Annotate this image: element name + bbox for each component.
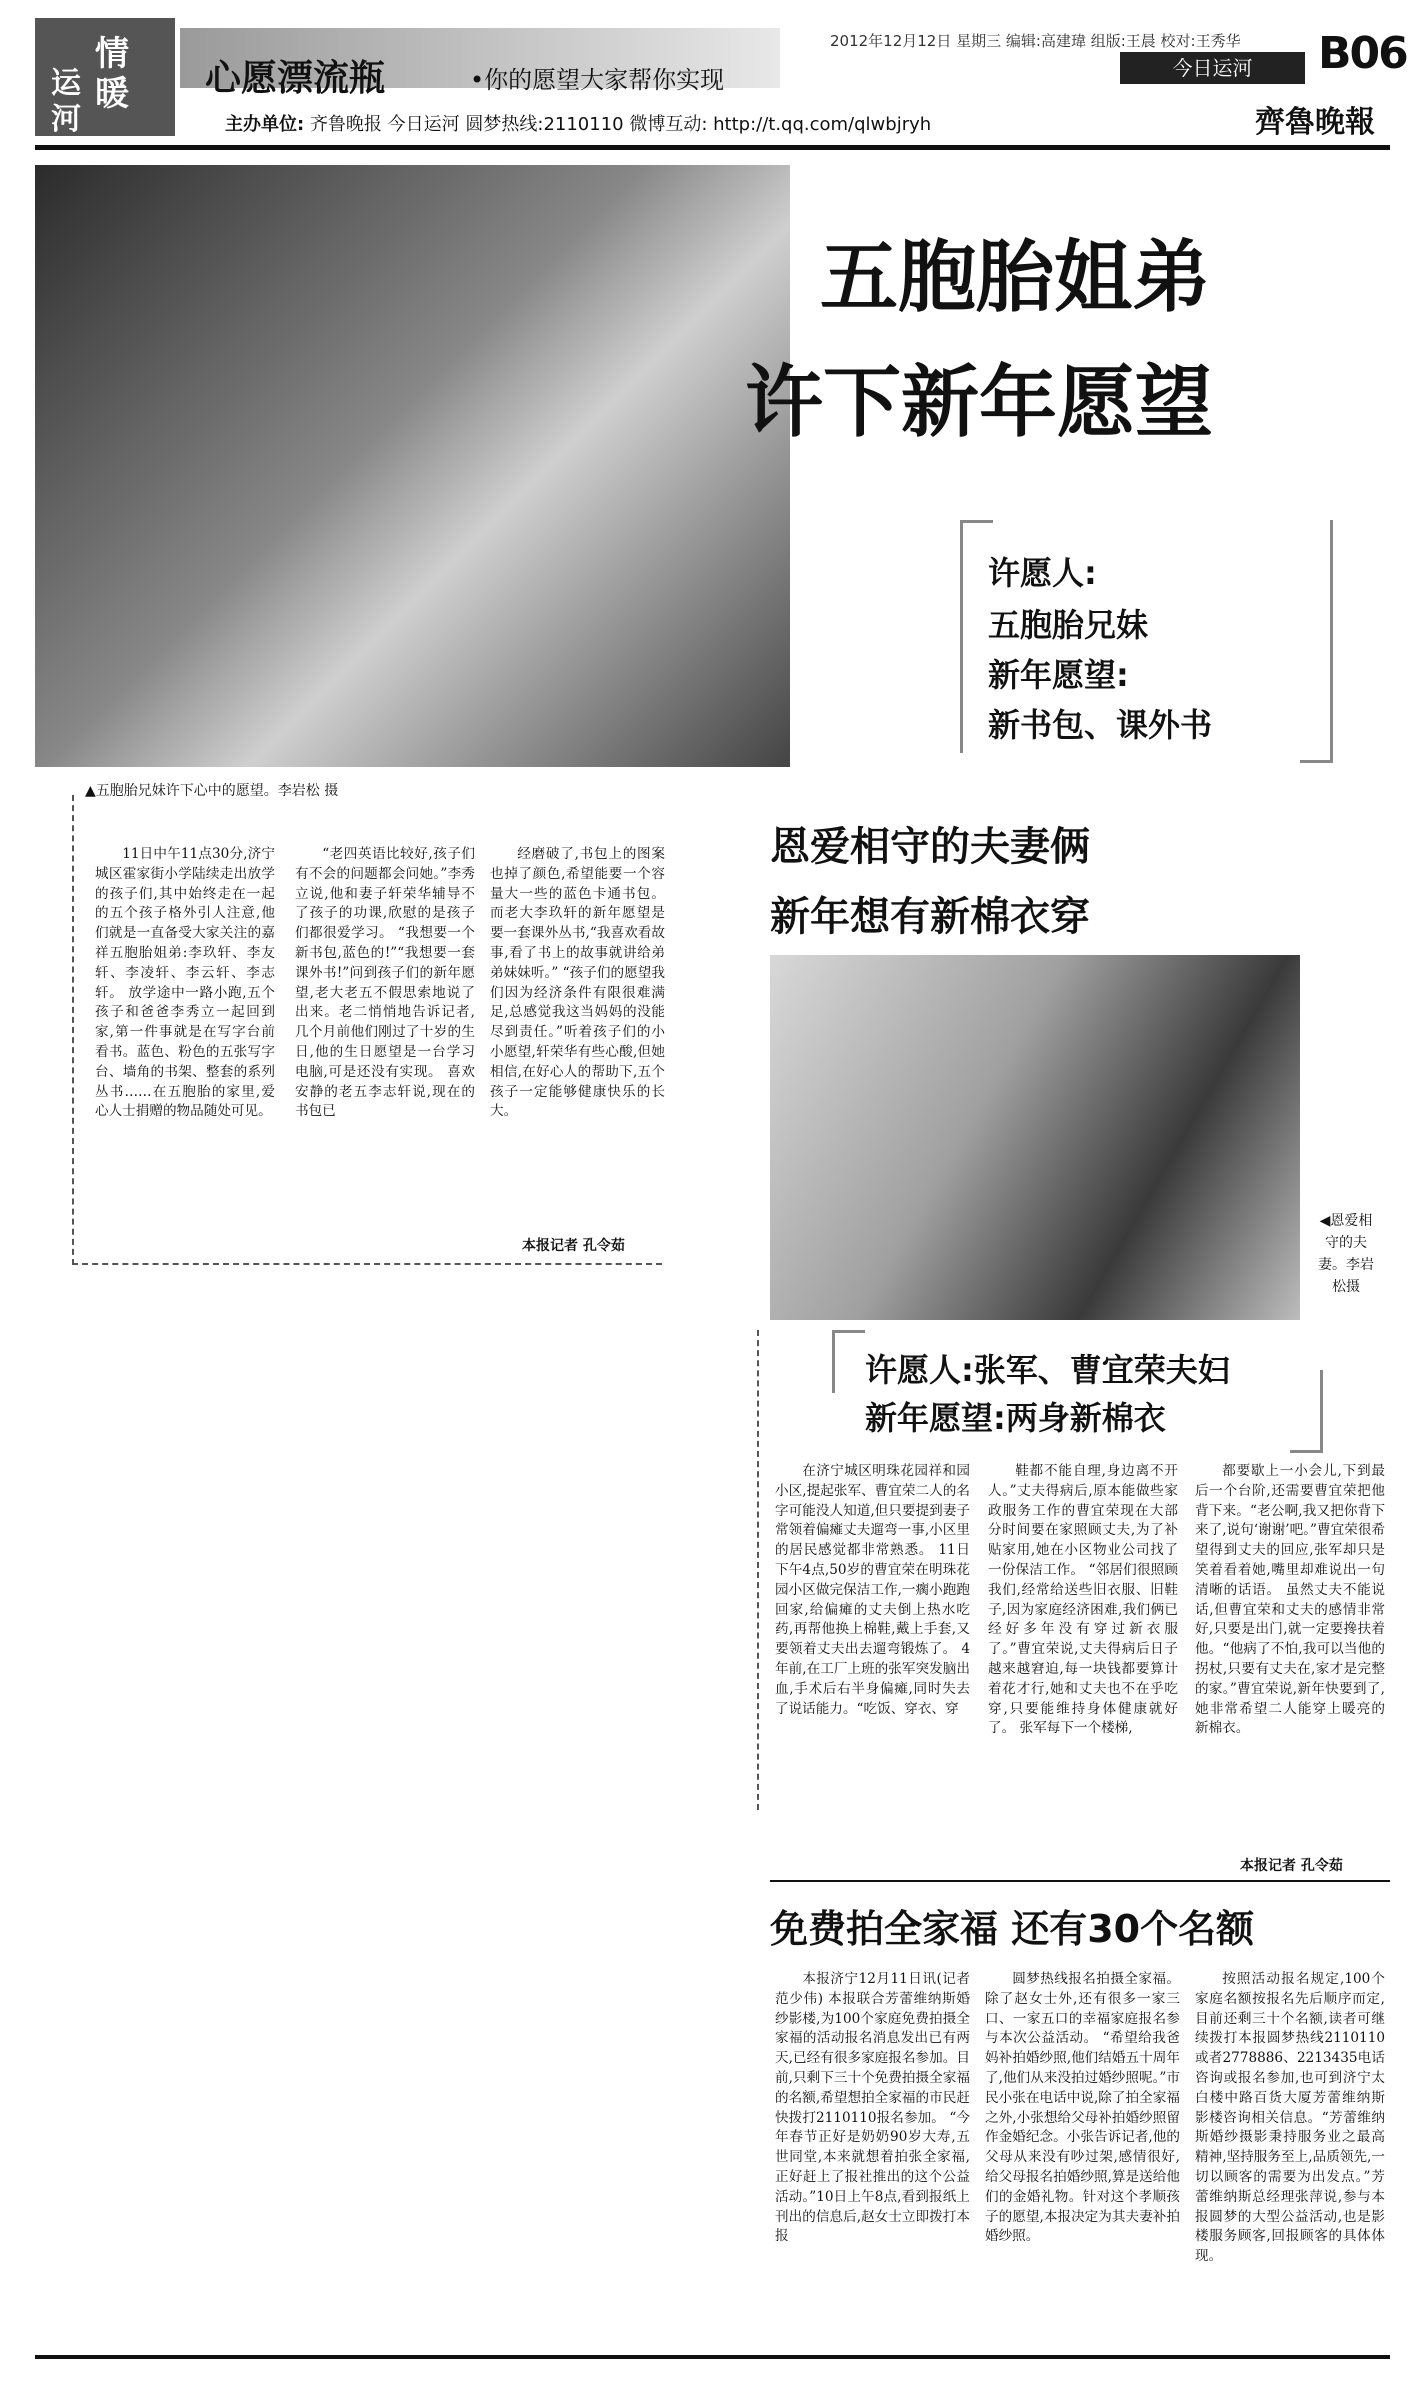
story3-top-rule — [770, 1880, 1390, 1882]
section-tab: 今日运河 — [1120, 52, 1305, 84]
story1-col1: 11日中午11点30分,济宁城区霍家街小学陆续走出放学的孩子们,其中始终走在一起的五个孩子格外引人注意,他们就是一直备受大家关注的嘉祥五胞胎姐弟:李玖轩、李友轩、李凌轩、李云轩、李志轩。 放学途中一路小跑,五个孩子和爸爸李秀立一起回到家,第一件事就是在写字台前看书。蓝色、粉色的五张写字台、墙角的书架、整套的系列丛书……在五胞胎的家里,爱心人士捐赠的物品随处可见。 — [95, 846, 275, 1120]
column-logo-char: 河 — [51, 102, 81, 137]
wish2-bracket-left — [832, 1330, 865, 1393]
sponsor-text: 齐鲁晚报 今日运河 圆梦热线:2110110 微博互动: http://t.qq.com/qlwbjryh — [309, 114, 932, 135]
story1-photo-caption: ▲五胞胎兄妹许下心中的愿望。李岩松 摄 — [85, 783, 339, 799]
story2-col1: 在济宁城区明珠花园祥和园小区,提起张军、曹宜荣二人的名字可能没人知道,但只要提到妻子常领着偏瘫丈夫遛弯一事,小区里的居民感觉都非常熟悉。 11日下午4点,50岁的曹宜荣在明珠花园小区做完保洁工作,一瘸小跑跑回家,给偏瘫的丈夫倒上热水吃药,再帮他换上棉鞋,戴上手套,又要领着丈夫出去遛弯锻炼了。 4年前,在工厂上班的张军突发脑出血,手术后右半身偏瘫,同时失去了说话能力。“吃饭、穿衣、穿 — [775, 1463, 970, 1717]
sponsor-label: 主办单位: — [225, 114, 305, 135]
wish-bracket-right — [1300, 520, 1333, 763]
header-meta: 2012年12月12日 星期三 编辑:高建瑋 组版:王晨 校对:王秀华 — [830, 32, 1241, 50]
wish2-bracket-right — [1290, 1370, 1323, 1453]
page-number: B06 — [1318, 28, 1407, 79]
story1-wish-label2: 新年愿望: — [988, 656, 1129, 694]
story1-wish-label1: 许愿人: — [988, 554, 1097, 592]
column-logo-block — [35, 18, 175, 136]
column-logo-char: 暖 — [95, 74, 129, 114]
column-title: 心愿漂流瓶 — [205, 57, 386, 99]
story1-headline-line1: 五胞胎姐弟 — [820, 233, 1211, 323]
story1-byline: 本报记者 孔令茹 — [522, 1238, 625, 1254]
column-logo-char: 情 — [95, 34, 129, 74]
story2-wish-line2: 新年愿望:两身新棉衣 — [865, 1399, 1166, 1437]
story2-headline-line2: 新年想有新棉衣穿 — [770, 894, 1090, 940]
story2-photo-caption: ◀恩爱相守的夫妻。李岩松摄 — [1318, 1213, 1374, 1295]
story2-col3: 都要歇上一小会儿,下到最后一个台阶,还需要曹宜荣把他背下来。“老公啊,我又把你背下来了,说句‘谢谢’吧。”曹宜荣很希望得到丈夫的回应,张军却只是笑着看着她,嘴里却难说出一句清晰的话语。 虽然丈夫不能说话,但曹宜荣和丈夫的感情非常好,只要是出门,就一定要搀扶着他。“他病了不怕,我可以当他的拐杖,只要有丈夫在,家才是完整的家。”曹宜荣说,新年快要到了,她非常希望二人能穿上暖亮的新棉衣。 — [1195, 1463, 1385, 1737]
story3-headline: 免费拍全家福 还有30个名额 — [770, 1907, 1255, 1951]
story2-byline: 本报记者 孔令茹 — [1240, 1858, 1343, 1874]
story2-col2: 鞋都不能自理,身边离不开人。”丈夫得病后,原本能做些家政服务工作的曹宜荣现在大部分时间要在家照顾丈夫,为了补贴家用,她在小区物业公司找了一份保洁工作。 “邻居们很照顾我们,经常给送些旧衣服、旧鞋子,因为家庭经济困难,我们俩已经好多年没有穿过新衣服了。”曹宜荣说,丈夫得病后日子越来越窘迫,每一块钱都要算计着花才行,她和丈夫也不在乎吃穿,只要能维持身体健康就好了。 张军每下一个楼梯, — [988, 1463, 1178, 1737]
couple-photo — [770, 955, 1300, 1320]
story2-headline-line1: 恩爱相守的夫妻俩 — [770, 824, 1090, 870]
story2-wish-line1: 许愿人:张军、曹宜荣夫妇 — [865, 1351, 1230, 1389]
story1-dashed-border-bottom — [72, 1263, 662, 1265]
column-logo-char: 运 — [51, 66, 81, 101]
story2-dashed-border — [757, 1330, 759, 1810]
story1-wish-person: 五胞胎兄妹 — [988, 606, 1149, 644]
story1-headline-line2: 许下新年愿望 — [745, 358, 1214, 448]
story1-wish-content: 新书包、课外书 — [988, 706, 1213, 744]
column-subtitle: •你的愿望大家帮你实现 — [470, 66, 725, 94]
sponsor-line — [225, 110, 931, 136]
quintuplets-photo — [35, 165, 790, 767]
header-rule — [35, 145, 1390, 150]
story1-dashed-border — [72, 795, 74, 1265]
story3-col2: 圆梦热线报名拍摄全家福。除了赵女士外,还有很多一家三口、一家五口的幸福家庭报名参与本次公益活动。 “希望给我爸妈补拍婚纱照,他们结婚五十周年了,他们从来没拍过婚纱照呢。”市民小张在电话中说,除了拍全家福之外,小张想给父母补拍婚纱照留作金婚纪念。小张告诉记者,他的父母从来没有吵过架,感情很好,给父母报名拍婚纱照,算是送给他们的金婚礼物。针对这个孝顺孩子的愿望,本报决定为其夫妻补拍婚纱照。 — [985, 1971, 1180, 2245]
brand-logo: 齊魯晚報 — [1255, 105, 1375, 140]
story3-col3: 按照活动报名规定,100个家庭名额按报名先后顺序而定,目前还剩三十个名额,读者可继续拨打本报圆梦热线2110110或者2778886、2213435电话咨询或报名参加,也可到济宁太白楼中路百货大厦芳蕾维纳斯影楼咨询相关信息。“芳蕾维纳斯婚纱摄影秉持服务业之最高精神,坚持服务至上,品质领先,一切以顾客的需要为出发点。”芳蕾维纳斯总经理张萍说,参与本报圆梦的大型公益活动,也是影楼服务顾客,回报顾客的具体体现。 — [1195, 1971, 1385, 2265]
story1-col3: 经磨破了,书包上的图案也掉了颜色,希望能要一个容量大一些的蓝色卡通书包。而老大李玖轩的新年愿望是要一套课外丛书,“我喜欢看故事,看了书上的故事就讲给弟弟妹妹听。” “孩子们的愿望我们因为经济条件有限很难满足,总感觉我这当妈妈的没能尽到责任。”听着孩子们的小小愿望,轩荣华有些心酸,但她相信,在好心人的帮助下,五个孩子一定能够健康快乐的长大。 — [490, 846, 665, 1120]
story3-col1: 本报济宁12月11日讯(记者 范少伟) 本报联合芳蕾维纳斯婚纱影楼,为100个家庭免费拍摄全家福的活动报名消息发出已有两天,已经有很多家庭报名参加。目前,只剩下三十个免费拍摄全家福的名额,希望想拍全家福的市民赶快拨打2110110报名参加。 “今年春节正好是奶奶90岁大寿,五世同堂,本来就想着拍张全家福,正好赶上了报社推出的这个公益活动。”10日上午8点,看到报纸上刊出的信息后,赵女士立即拨打本报 — [775, 1971, 970, 2245]
story1-col2: “老四英语比较好,孩子们有不会的问题都会问她。”李秀立说,他和妻子轩荣华辅导不了孩子的功课,欣慰的是孩子们都很爱学习。 “我想要一个新书包,蓝色的!”“我想要一套课外书!”问到孩子们的新年愿望,老大老五不假思索地说了出来。老二悄悄地告诉记者,几个月前他们刚过了十岁的生日,他的生日愿望是一台学习电脑,可是还没有实现。 喜欢安静的老五李志轩说,现在的书包已 — [295, 846, 475, 1120]
footer-rule — [35, 2355, 1390, 2359]
